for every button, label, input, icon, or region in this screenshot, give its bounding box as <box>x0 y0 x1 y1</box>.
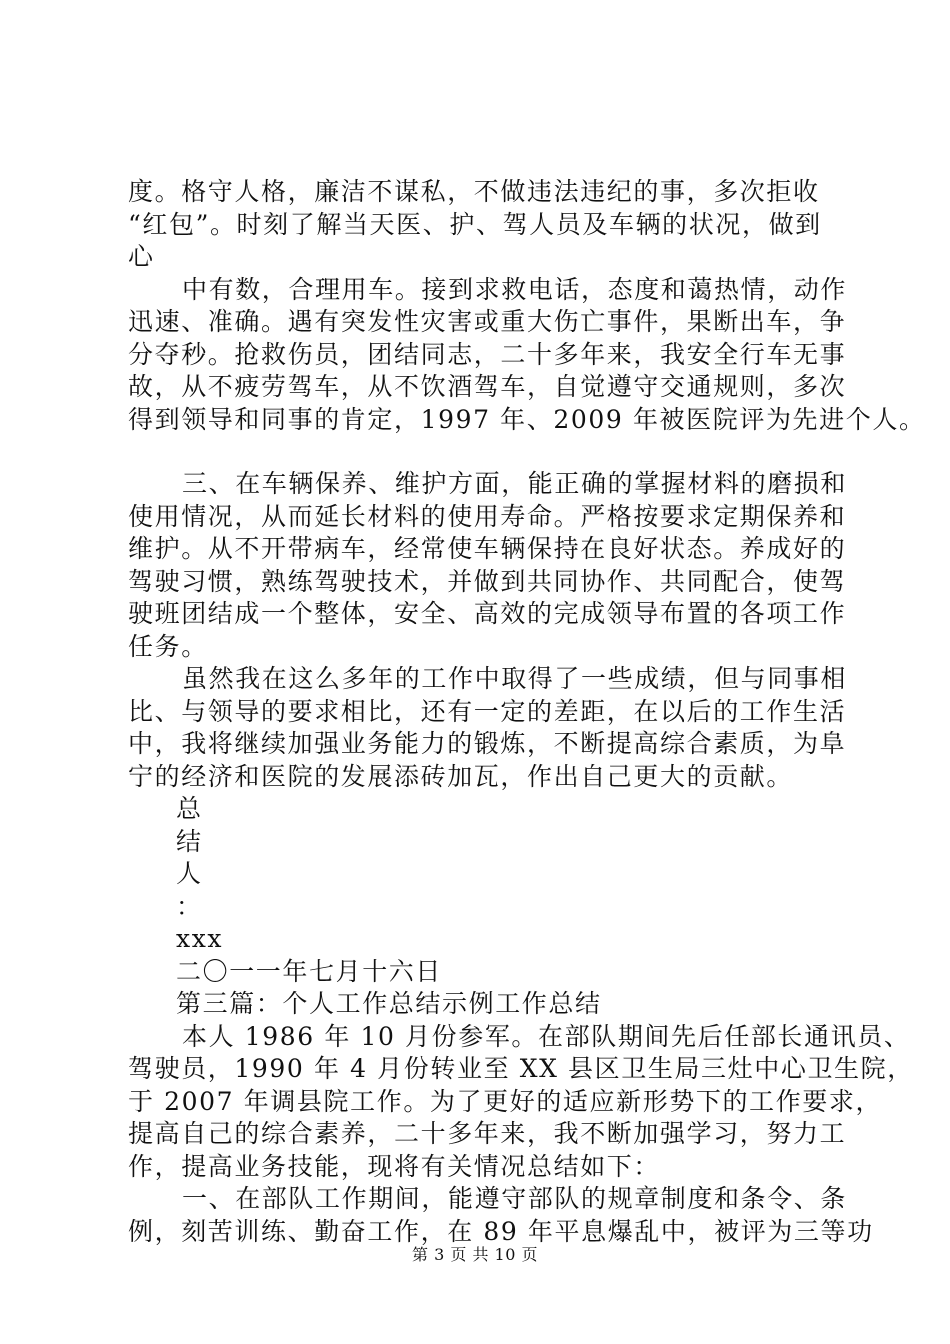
section-line: 本人 1986 年 10 月份参军。在部队期间先后任部长通讯员、 <box>182 1021 911 1051</box>
body-line: 维护。从不开带病车，经常使车辆保持在良好状态。养成好的 <box>128 534 847 563</box>
body-line: 度。格守人格，廉洁不谋私，不做违法违纪的事，多次拒收 <box>128 177 820 206</box>
document-body <box>128 176 926 1248</box>
body-line: “红包”。时刻了解当天医、护、驾人员及车辆的状况，做到 <box>128 209 822 239</box>
signature-char: 结 <box>176 826 203 856</box>
body-line: 分夺秒。抢救伤员，团结同志，二十多年来，我安全行车无事 <box>128 339 847 369</box>
body-line: 任务。 <box>128 631 208 661</box>
page-footer: 第 3 页 共 10 页 <box>412 1245 538 1264</box>
section-line: 一、在部队工作期间，能遵守部队的规章制度和条令、条 <box>182 1184 848 1213</box>
signature-name: xxx <box>176 924 224 953</box>
section-line: 作，提高业务技能，现将有关情况总结如下： <box>128 1151 661 1181</box>
body-line: 虽然我在这么多年的工作中取得了一些成绩，但与同事相 <box>182 664 848 693</box>
body-line: 驾驶习惯，熟练驾驶技术，并做到共同协作、共同配合，使驾 <box>128 566 847 596</box>
signature-char: 总 <box>176 794 203 823</box>
paragraph-gap <box>128 436 838 468</box>
body-line: 中，我将继续加强业务能力的锻炼，不断提高综合素质，为阜 <box>128 729 847 758</box>
signature-date: 二〇一一年七月十六日 <box>176 956 443 986</box>
body-line: 比、与领导的要求相比，还有一定的差距，在以后的工作生活 <box>128 696 847 726</box>
signature-char: 人 <box>176 859 203 888</box>
body-line: 使用情况，从而延长材料的使用寿命。严格按要求定期保养和 <box>128 501 847 531</box>
body-line: 迅速、准确。遇有突发性灾害或重大伤亡事件，果断出车，争 <box>128 307 847 336</box>
body-line: 故，从不疲劳驾车，从不饮酒驾车，自觉遵守交通规则，多次 <box>128 372 847 401</box>
body-line: 三、在车辆保养、维护方面，能正确的掌握材料的磨损和 <box>182 469 848 498</box>
body-line: 中有数，合理用车。接到求救电话，态度和蔼热情，动作 <box>182 274 848 304</box>
signature-char: ： <box>176 891 203 921</box>
section-title: 第三篇：个人工作总结示例工作总结 <box>176 989 602 1018</box>
section-line: 驾驶员，1990 年 4 月份转业至 XX 县区卫生局三灶中心卫生院， <box>128 1054 914 1083</box>
section-line: 例，刻苦训练、勤奋工作，在 89 年平息爆乱中，被评为三等功 <box>128 1216 874 1246</box>
section-line: 提高自己的综合素养，二十多年来，我不断加强学习，努力工 <box>128 1119 847 1148</box>
section-line: 于 2007 年调县院工作。为了更好的适应新形势下的工作要求， <box>128 1086 883 1116</box>
body-line: 宁的经济和医院的发展添砖加瓦，作出自己更大的贡献。 <box>128 761 794 791</box>
body-line: 驶班团结成一个整体，安全、高效的完成领导布置的各项工作 <box>128 599 847 628</box>
body-line: 心 <box>128 242 155 271</box>
body-line: 得到领导和同事的肯定，1997 年、2009 年被医院评为先进个人。 <box>128 404 926 434</box>
